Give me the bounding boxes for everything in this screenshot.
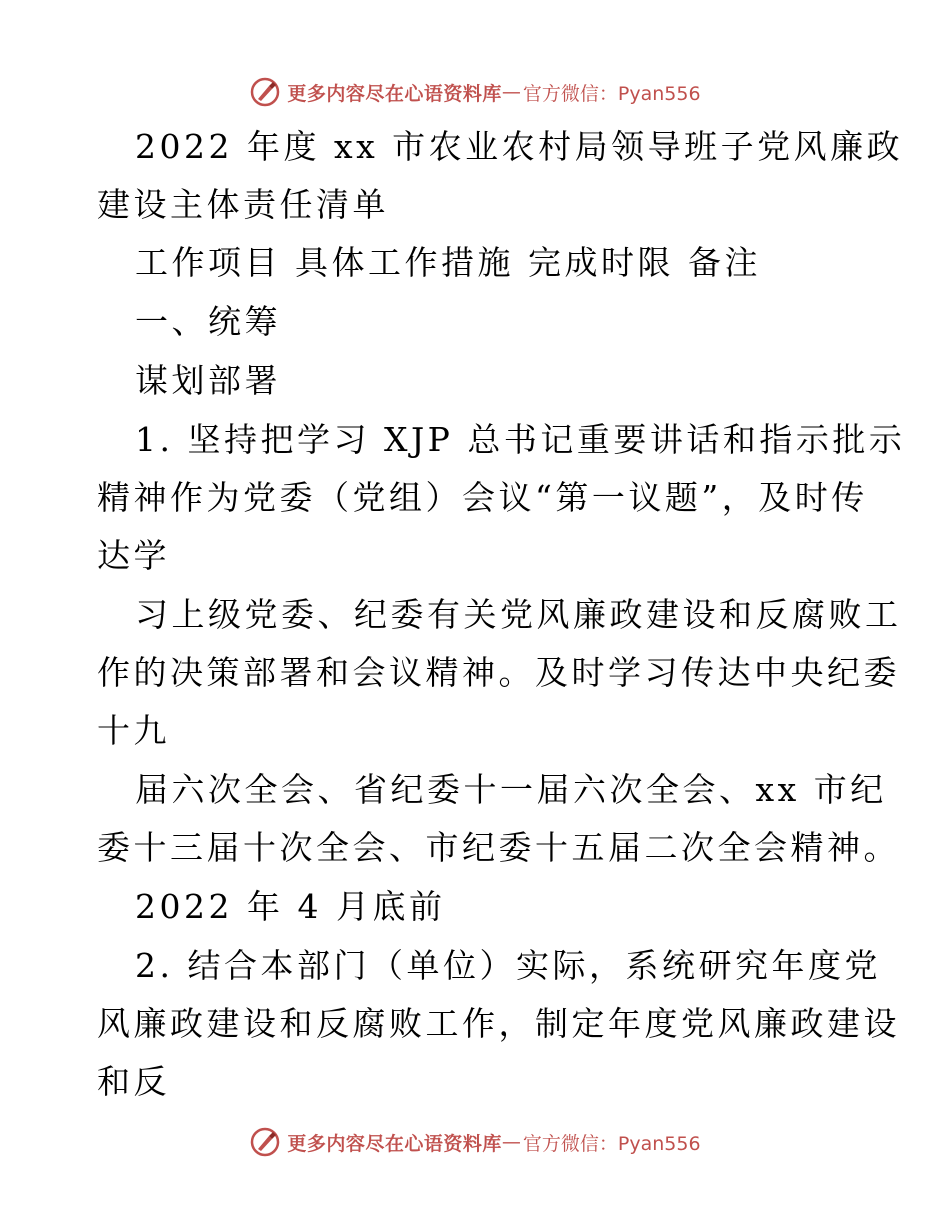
- item-1-line-8: 委十三届十次全会、市纪委十五届二次全会精神。: [97, 828, 900, 867]
- table-header-line: 工作项目 具体工作措施 完成时限 备注: [135, 243, 761, 282]
- watermark-dash: —: [501, 81, 521, 103]
- section-heading: 一、统筹: [135, 302, 281, 341]
- item-1-deadline: 2022 年 4 月底前: [135, 887, 446, 926]
- item-1-line-1: 1. 坚持把学习 XJP 总书记重要讲话和指示批示: [135, 420, 906, 459]
- item-1-line-6: 十九: [97, 711, 170, 750]
- fountain-pen-icon: [249, 1126, 281, 1158]
- watermark-dash: —: [501, 1131, 521, 1153]
- item-1-line-7: 届六次全会、省纪委十一届六次全会、xx 市纪: [135, 770, 887, 809]
- item-1-line-4: 习上级党委、纪委有关党风廉政建设和反腐败工: [135, 595, 902, 634]
- fountain-pen-icon: [249, 76, 281, 108]
- item-2-line-3: 和反: [97, 1062, 170, 1101]
- watermark-contact: 官方微信：Pyan556: [522, 1132, 701, 1155]
- section-subheading: 谋划部署: [135, 361, 281, 400]
- watermark-title: 更多内容尽在心语资料库: [287, 1132, 502, 1155]
- item-2-line-2: 风廉政建设和反腐败工作，制定年度党风廉政建设: [97, 1004, 900, 1043]
- item-1-line-3: 达学: [97, 536, 170, 575]
- watermark-title: 更多内容尽在心语资料库: [287, 82, 502, 105]
- item-1-line-5: 作的决策部署和会议精神。及时学习传达中央纪委: [97, 653, 900, 692]
- header-watermark: [0, 72, 950, 112]
- doc-title-line-2: 建设主体责任清单: [97, 185, 389, 224]
- item-1-line-2: 精神作为党委（党组）会议“第一议题”，及时传: [97, 478, 868, 517]
- footer-watermark: [0, 1122, 950, 1162]
- watermark-contact: 官方微信：Pyan556: [522, 82, 701, 105]
- doc-title-line-1: 2022 年度 xx 市农业农村局领导班子党风廉政: [135, 127, 904, 166]
- item-2-line-1: 2. 结合本部门（单位）实际，系统研究年度党: [135, 946, 881, 985]
